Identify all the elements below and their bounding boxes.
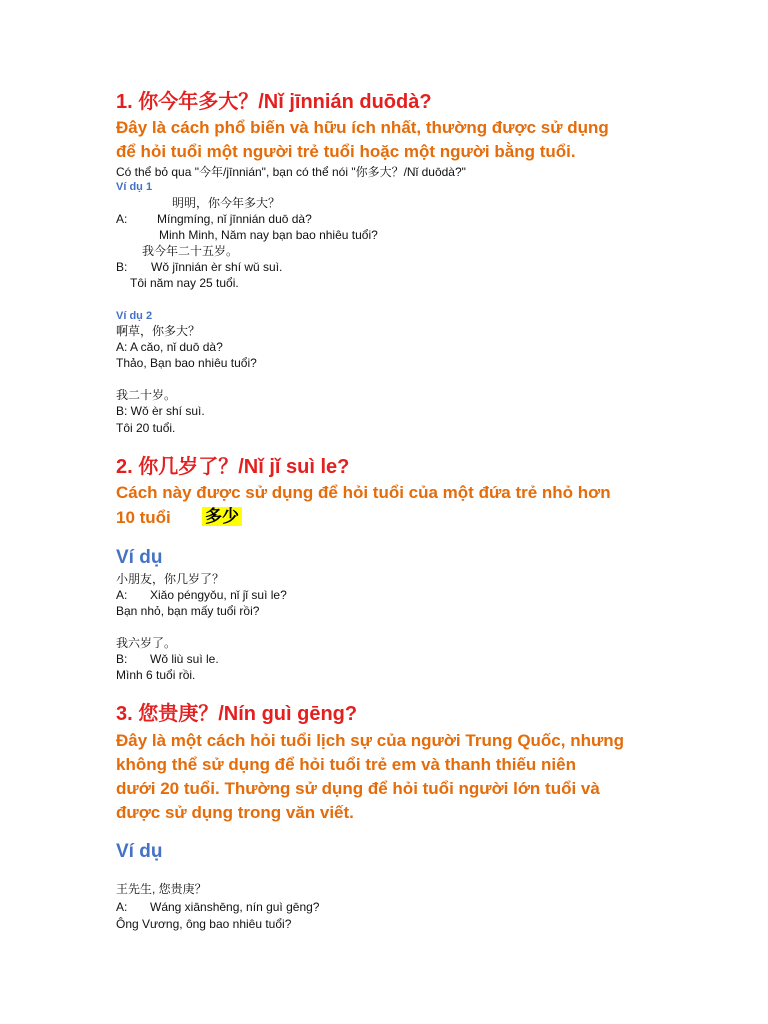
section-3-title: 3. 您贵庚？/Nín guì gēng? xyxy=(116,703,358,725)
section-2-title: 2. 你几岁了？/Nǐ jǐ suì le? xyxy=(116,456,350,478)
example-2-answer-pinyin: B: Wǒ èr shí suì. xyxy=(116,404,205,418)
section-3-desc-line-2: không thể sử dụng để hỏi tuổi trẻ em và thanh thiếu niên xyxy=(116,755,576,774)
example-1-question-translation: Minh Minh, Năm nay bạn bao nhiêu tuổi? xyxy=(159,228,378,242)
section-3-question-pinyin: Wáng xiānshēng, nín guì gēng? xyxy=(150,900,320,914)
section-2-question-pinyin: Xiǎo péngyǒu, nǐ jǐ suì le? xyxy=(150,588,287,602)
section-2-desc-line-2: 10 tuổi xyxy=(116,508,171,527)
example-2-answer-translation: Tôi 20 tuổi. xyxy=(116,421,176,435)
example-1-question-hanzi: 明明，你今年多大？ xyxy=(172,196,281,210)
section-2-answer-pinyin: Wǒ liù suì le. xyxy=(150,652,219,666)
section-1-desc-line-2: để hỏi tuổi một người trẻ tuổi hoặc một người bằng tuổi. xyxy=(116,142,576,161)
example-1-question-pinyin: Míngmíng, nǐ jīnnián duō dà? xyxy=(157,212,312,226)
section-2-example-label: Ví dụ xyxy=(116,547,163,568)
example-1-speaker-b: B: xyxy=(116,260,128,274)
example-1-speaker-a: A: xyxy=(116,212,128,226)
section-1-desc-line-1: Đây là cách phổ biến và hữu ích nhất, thường được sử dụng xyxy=(116,118,609,137)
section-1-note: Có thể bỏ qua "今年/jīnnián", bạn có thể nói "你多大？/Nǐ duōdà?" xyxy=(116,165,466,179)
highlight-text: 多少 xyxy=(202,505,242,530)
section-2-question-hanzi: 小朋友，你几岁了？ xyxy=(116,572,225,586)
section-3-question-hanzi: 王先生, 您贵庚？ xyxy=(116,882,207,896)
example-1-answer-translation: Tôi năm nay 25 tuổi. xyxy=(130,276,239,290)
section-3-desc-line-4: được sử dụng trong văn viết. xyxy=(116,803,354,822)
section-2-speaker-a: A: xyxy=(116,588,128,602)
example-2-label: Ví dụ 2 xyxy=(116,310,153,322)
example-1-answer-pinyin: Wǒ jīnnián èr shí wǔ suì. xyxy=(151,260,283,274)
section-2-speaker-b: B: xyxy=(116,652,128,666)
section-2-question-translation: Bạn nhỏ, bạn mấy tuổi rồi? xyxy=(116,604,260,618)
section-3-example-label: Ví dụ xyxy=(116,841,163,862)
section-3-desc-line-1: Đây là một cách hỏi tuổi lịch sự của người Trung Quốc, nhưng xyxy=(116,731,625,750)
section-3-question-translation: Ông Vương, ông bao nhiêu tuổi? xyxy=(116,917,292,931)
section-3-desc-line-3: dưới 20 tuổi. Thường sử dụng để hỏi tuổi người lớn tuổi và xyxy=(116,779,600,798)
section-2-desc-line-1: Cách này được sử dụng để hỏi tuổi của một đứa trẻ nhỏ hơn xyxy=(116,483,611,502)
section-3-speaker-a: A: xyxy=(116,900,128,914)
example-1-answer-hanzi: 我今年二十五岁。 xyxy=(142,244,239,258)
example-2-question-hanzi: 啊草，你多大？ xyxy=(116,324,201,338)
example-2-question-translation: Thảo, Bạn bao nhiêu tuổi? xyxy=(116,356,257,370)
example-2-question-pinyin: A: A cǎo, nǐ duō dà? xyxy=(116,340,223,354)
section-2-answer-translation: Mình 6 tuổi rồi. xyxy=(116,668,196,682)
example-1-label: Ví dụ 1 xyxy=(116,181,153,193)
section-2-answer-hanzi: 我六岁了。 xyxy=(116,636,177,650)
section-1-title: 1. 你今年多大？/Nǐ jīnnián duōdà? xyxy=(116,91,432,113)
example-2-answer-hanzi: 我二十岁。 xyxy=(116,388,177,402)
